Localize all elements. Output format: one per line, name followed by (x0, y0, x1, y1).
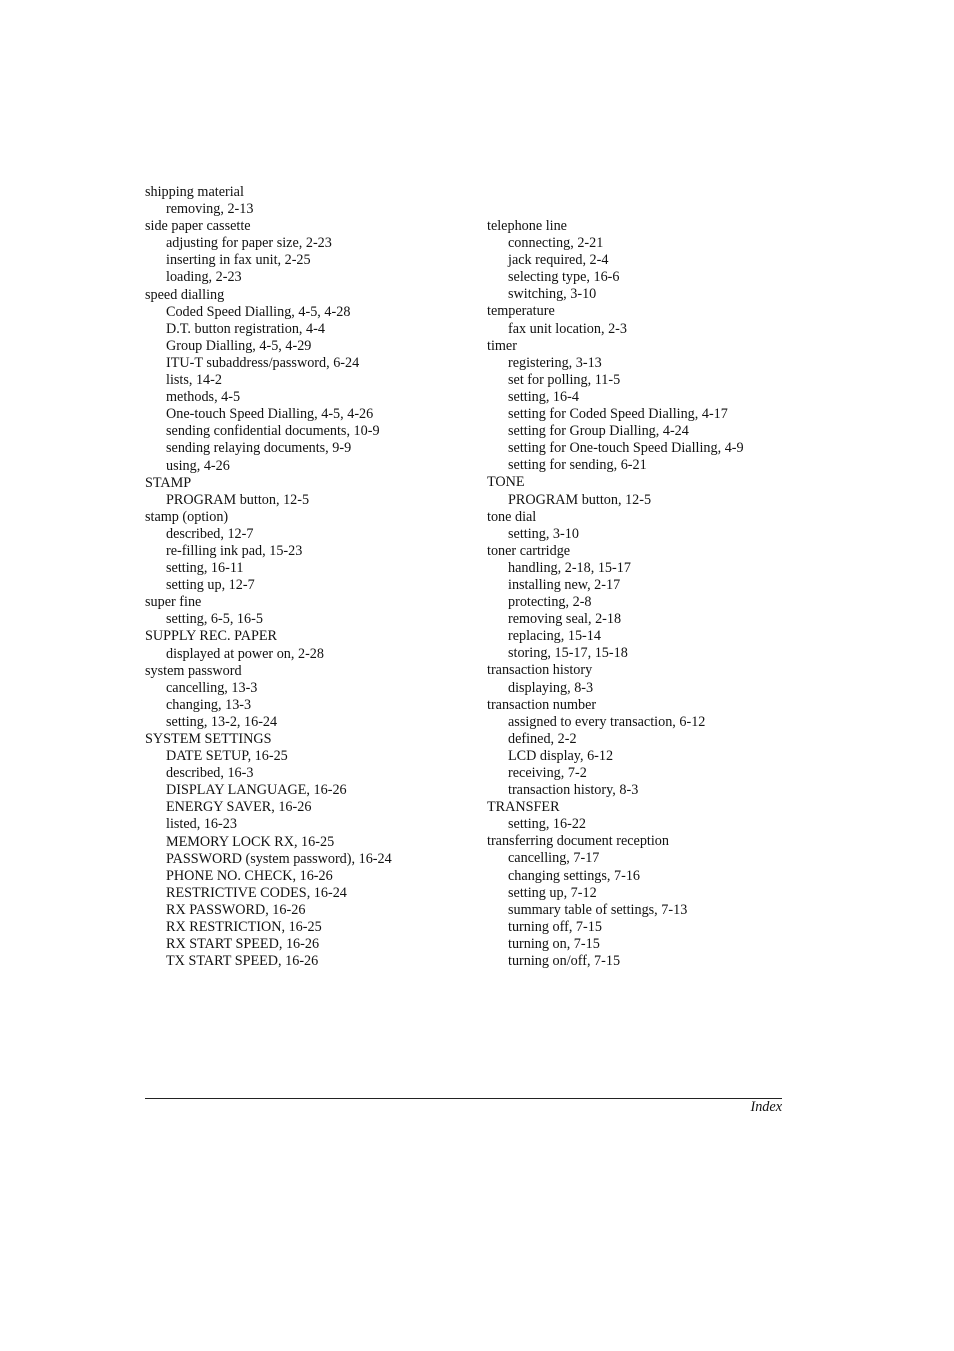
index-subentry: TX START SPEED, 16-26 (166, 953, 319, 970)
index-subentry: defined, 2-2 (508, 730, 577, 747)
index-subentry: lists, 14-2 (166, 372, 222, 389)
index-subentry: replacing, 15-14 (508, 628, 601, 645)
index-subentry: setting, 16-11 (166, 560, 244, 577)
index-entry (487, 799, 787, 833)
index-subentry: setting, 3-10 (508, 525, 579, 542)
index-term: toner cartridge (487, 542, 571, 559)
index-subentry: setting, 16-22 (508, 816, 587, 833)
index-term: TONE (487, 474, 525, 491)
index-subentry: changing settings, 7-16 (508, 867, 641, 884)
index-subentry: cancelling, 7-17 (508, 850, 600, 867)
index-term: stamp (option) (145, 508, 229, 525)
index-term: SYSTEM SETTINGS (145, 731, 272, 747)
index-subentry: removing, 2-13 (166, 201, 254, 218)
index-term: transaction history (487, 662, 593, 679)
index-subentry: RX PASSWORD, 16-26 (166, 901, 306, 918)
index-subentry: displayed at power on, 2-28 (166, 645, 324, 662)
index-entry (487, 833, 787, 970)
index-subentry: setting, 13-2, 16-24 (166, 713, 278, 730)
index-entry (487, 543, 787, 663)
index-subentry: setting up, 12-7 (166, 577, 255, 594)
index-subentry: methods, 4-5 (166, 389, 241, 406)
index-subentry: described, 12-7 (166, 525, 254, 542)
index-subentry: setting up, 7-12 (508, 884, 597, 901)
index-subentry: One-touch Speed Dialling, 4-5, 4-26 (166, 406, 374, 423)
index-left-column (145, 184, 475, 970)
index-subentry: DATE SETUP, 16-25 (166, 748, 288, 765)
index-subentry: Group Dialling, 4-5, 4-29 (166, 337, 312, 354)
index-entry (145, 218, 475, 286)
index-subentry: cancelling, 13-3 (166, 679, 258, 696)
index-subentry: turning on/off, 7-15 (508, 953, 621, 970)
index-term: telephone line (487, 218, 567, 234)
index-entry (487, 303, 787, 337)
index-entry (487, 662, 787, 696)
index-subentry: sending relaying documents, 9-9 (166, 440, 352, 457)
index-subentry: receiving, 7-2 (508, 765, 587, 781)
index-term: speed dialling (145, 286, 225, 303)
footer-divider (145, 1098, 782, 1099)
index-term: TRANSFER (487, 799, 560, 816)
index-subentry: ITU-T subaddress/password, 6-24 (166, 354, 360, 371)
index-subentry: storing, 15-17, 15-18 (508, 645, 628, 662)
index-subentry: turning on, 7-15 (508, 935, 600, 952)
footer-section-label: Index (750, 1099, 782, 1115)
index-entry (487, 218, 787, 303)
index-subentry: Coded Speed Dialling, 4-5, 4-28 (166, 303, 351, 320)
index-subentry: installing new, 2-17 (508, 576, 621, 593)
index-subentry: setting, 16-4 (508, 388, 579, 405)
index-term: SUPPLY REC. PAPER (145, 628, 277, 645)
index-entry (145, 594, 475, 628)
index-subentry: RESTRICTIVE CODES, 16-24 (166, 884, 347, 901)
index-subentry: inserting in fax unit, 2-25 (166, 252, 311, 269)
index-subentry: set for polling, 11-5 (508, 371, 621, 388)
index-subentry: setting for One-touch Speed Dialling, 4-9 (508, 440, 744, 457)
index-subentry: registering, 3-13 (508, 354, 602, 371)
index-right-column (487, 218, 787, 970)
index-entry (145, 184, 475, 218)
index-subentry: listed, 16-23 (166, 816, 237, 833)
index-subentry: changing, 13-3 (166, 696, 252, 713)
index-term: shipping material (145, 184, 244, 200)
index-entry (487, 474, 787, 508)
index-subentry: fax unit location, 2-3 (508, 320, 627, 337)
index-term: super fine (145, 594, 202, 611)
index-subentry: setting, 6-5, 16-5 (166, 611, 263, 628)
index-entry (145, 475, 475, 509)
index-subentry: described, 16-3 (166, 765, 254, 782)
index-subentry: loading, 2-23 (166, 269, 242, 286)
index-subentry: summary table of settings, 7-13 (508, 901, 688, 918)
index-term: timer (487, 337, 517, 354)
index-subentry: switching, 3-10 (508, 286, 597, 303)
index-term: side paper cassette (145, 218, 251, 235)
index-subentry: selecting type, 16-6 (508, 269, 620, 286)
index-subentry: PASSWORD (system password), 16-24 (166, 850, 392, 867)
index-subentry: setting for Coded Speed Dialling, 4-17 (508, 406, 728, 423)
index-subentry: re-filling ink pad, 15-23 (166, 542, 303, 559)
index-entry (487, 509, 787, 543)
index-entry (145, 663, 475, 731)
index-entry (145, 287, 475, 475)
index-term: STAMP (145, 474, 192, 491)
index-subentry: DISPLAY LANGUAGE, 16-26 (166, 782, 347, 799)
index-subentry: displaying, 8-3 (508, 679, 594, 696)
index-subentry: D.T. button registration, 4-4 (166, 320, 325, 337)
index-subentry: transaction history, 8-3 (508, 782, 639, 799)
index-term: temperature (487, 303, 555, 320)
index-subentry: PROGRAM button, 12-5 (508, 491, 652, 508)
index-term: system password (145, 662, 242, 679)
index-entry (487, 697, 787, 800)
index-entry (145, 628, 475, 662)
index-subentry: MEMORY LOCK RX, 16-25 (166, 833, 335, 850)
index-subentry: protecting, 2-8 (508, 594, 592, 611)
index-subentry: ENERGY SAVER, 16-26 (166, 799, 312, 816)
index-subentry: removing seal, 2-18 (508, 611, 622, 628)
index-subentry: connecting, 2-21 (508, 235, 604, 252)
index-subentry: sending confidential documents, 10-9 (166, 423, 380, 440)
index-subentry: handling, 2-18, 15-17 (508, 559, 631, 576)
index-subentry: adjusting for paper size, 2-23 (166, 235, 332, 252)
index-entry (145, 731, 475, 970)
index-subentry: LCD display, 6-12 (508, 747, 614, 764)
index-subentry: PHONE NO. CHECK, 16-26 (166, 867, 333, 884)
index-subentry: using, 4-26 (166, 457, 230, 474)
index-subentry: RX START SPEED, 16-26 (166, 936, 320, 953)
index-subentry: turning off, 7-15 (508, 918, 602, 935)
index-entry (145, 509, 475, 594)
index-subentry: PROGRAM button, 12-5 (166, 491, 310, 508)
index-subentry: RX RESTRICTION, 16-25 (166, 919, 322, 936)
index-subentry: setting for sending, 6-21 (508, 457, 647, 474)
index-term: transaction number (487, 696, 597, 713)
index-entry (487, 338, 787, 475)
index-subentry: jack required, 2-4 (508, 252, 609, 269)
index-subentry: assigned to every transaction, 6-12 (508, 713, 706, 730)
index-term: transferring document reception (487, 833, 669, 850)
index-subentry: setting for Group Dialling, 4-24 (508, 423, 689, 440)
index-term: tone dial (487, 508, 537, 525)
